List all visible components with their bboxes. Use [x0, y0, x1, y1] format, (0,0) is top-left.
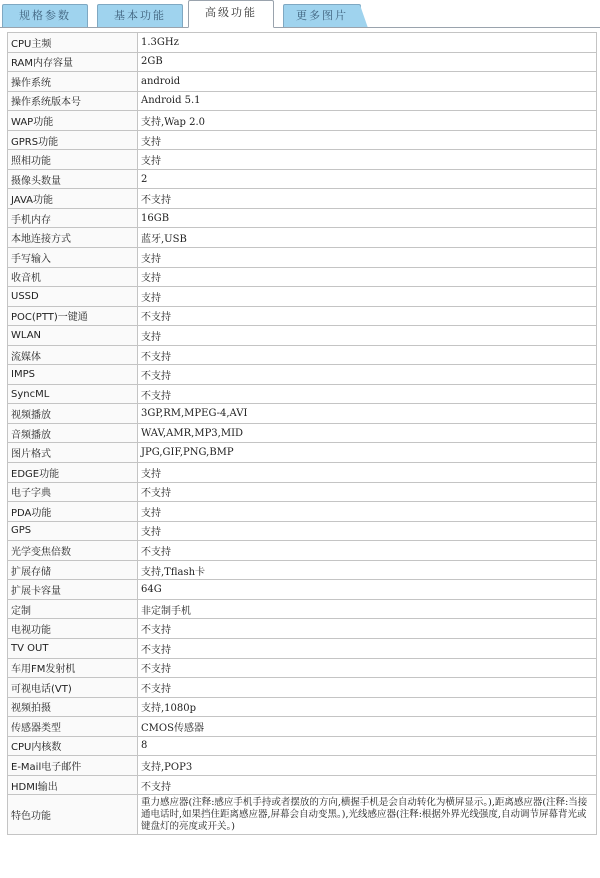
spec-table	[7, 32, 597, 835]
spec-value: 不支持	[138, 658, 597, 678]
spec-value: 支持,1080p	[138, 697, 597, 717]
spec-value: 64G	[138, 580, 597, 600]
table-row	[8, 111, 597, 131]
spec-value: 支持	[138, 287, 597, 307]
table-row	[8, 638, 597, 658]
spec-table-body	[8, 33, 597, 835]
table-row	[8, 697, 597, 717]
table-row	[8, 91, 597, 111]
spec-value: 支持	[138, 463, 597, 483]
table-row	[8, 248, 597, 268]
spec-key: WAP功能	[8, 111, 138, 131]
spec-value: 支持,Wap 2.0	[138, 111, 597, 131]
spec-key: 收音机	[8, 267, 138, 287]
spec-value: 不支持	[138, 306, 597, 326]
table-row	[8, 619, 597, 639]
spec-key: 摄像头数量	[8, 169, 138, 189]
table-row	[8, 599, 597, 619]
tab-label: 基本功能	[114, 9, 166, 22]
spec-key: 视频播放	[8, 404, 138, 424]
spec-value: 不支持	[138, 365, 597, 385]
spec-key: PDA功能	[8, 502, 138, 522]
spec-value: 支持	[138, 326, 597, 346]
spec-key: 可视电话(VT)	[8, 678, 138, 698]
table-row	[8, 521, 597, 541]
spec-key: IMPS	[8, 365, 138, 385]
table-row	[8, 189, 597, 209]
spec-key: 视频拍摄	[8, 697, 138, 717]
spec-key: POC(PTT)一键通	[8, 306, 138, 326]
table-row	[8, 443, 597, 463]
spec-key: 光学变焦倍数	[8, 541, 138, 561]
spec-key: 操作系统	[8, 72, 138, 92]
tab-basic-features[interactable]	[97, 4, 183, 27]
table-row	[8, 560, 597, 580]
table-row	[8, 482, 597, 502]
spec-value: 支持	[138, 130, 597, 150]
spec-key: 定制	[8, 599, 138, 619]
spec-value: 不支持	[138, 541, 597, 561]
spec-value: 蓝牙,USB	[138, 228, 597, 248]
spec-key: CPU内核数	[8, 736, 138, 756]
table-row	[8, 717, 597, 737]
spec-key: 流媒体	[8, 345, 138, 365]
spec-value: 支持	[138, 267, 597, 287]
table-row	[8, 541, 597, 561]
spec-key: 扩展卡容量	[8, 580, 138, 600]
spec-key: 特色功能	[8, 795, 138, 835]
table-row	[8, 287, 597, 307]
spec-key: 照相功能	[8, 150, 138, 170]
table-row	[8, 658, 597, 678]
table-row	[8, 72, 597, 92]
spec-key: EDGE功能	[8, 463, 138, 483]
spec-value: 3GP,RM,MPEG-4,AVI	[138, 404, 597, 424]
table-row	[8, 423, 597, 443]
spec-value: 不支持	[138, 638, 597, 658]
spec-value: 支持,POP3	[138, 756, 597, 776]
table-row	[8, 52, 597, 72]
spec-value: android	[138, 72, 597, 92]
table-row	[8, 33, 597, 53]
tab-bar	[0, 0, 600, 28]
spec-key: 电视功能	[8, 619, 138, 639]
spec-value: 8	[138, 736, 597, 756]
spec-value: 不支持	[138, 189, 597, 209]
spec-value: 支持	[138, 150, 597, 170]
spec-value: 支持,Tflash卡	[138, 560, 597, 580]
spec-key: HDMI输出	[8, 775, 138, 795]
table-row	[8, 130, 597, 150]
spec-key: 操作系统版本号	[8, 91, 138, 111]
spec-key: RAM内存容量	[8, 52, 138, 72]
spec-value: 非定制手机	[138, 599, 597, 619]
tab-notch	[360, 5, 368, 28]
tab-advanced-features[interactable]	[188, 0, 274, 28]
table-row	[8, 267, 597, 287]
table-row	[8, 150, 597, 170]
spec-key: 手写输入	[8, 248, 138, 268]
tab-more-images[interactable]	[283, 4, 361, 27]
spec-key: 车用FM发射机	[8, 658, 138, 678]
spec-key: CPU主频	[8, 33, 138, 53]
table-row	[8, 775, 597, 795]
spec-value: 支持	[138, 502, 597, 522]
spec-key: 本地连接方式	[8, 228, 138, 248]
spec-value: 2	[138, 169, 597, 189]
tab-label: 高级功能	[205, 6, 257, 19]
spec-key: 音频播放	[8, 423, 138, 443]
table-row	[8, 678, 597, 698]
spec-key: GPRS功能	[8, 130, 138, 150]
spec-value: 16GB	[138, 208, 597, 228]
table-row	[8, 365, 597, 385]
spec-key: 电子字典	[8, 482, 138, 502]
spec-value: 重力感应器(注释:感应手机手持或者摆放的方向,横握手机是会自动转化为横屏显示。),距离感应器(注释:当接通电话时,如果挡住距离感应器,屏幕会自动变黑。),光线感应器(注释:根据外界光线强度,自动调节屏幕背光或键盘灯的亮度或开关。)	[138, 795, 597, 835]
tab-specs[interactable]	[2, 4, 88, 27]
spec-value: 支持	[138, 521, 597, 541]
spec-key: GPS	[8, 521, 138, 541]
spec-key: 扩展存储	[8, 560, 138, 580]
spec-value: 2GB	[138, 52, 597, 72]
spec-key: JAVA功能	[8, 189, 138, 209]
table-row	[8, 306, 597, 326]
table-row	[8, 795, 597, 835]
table-row	[8, 736, 597, 756]
spec-key: E-Mail电子邮件	[8, 756, 138, 776]
table-row	[8, 463, 597, 483]
spec-key: WLAN	[8, 326, 138, 346]
table-row	[8, 208, 597, 228]
spec-value: 不支持	[138, 678, 597, 698]
spec-key: 手机内存	[8, 208, 138, 228]
spec-value: WAV,AMR,MP3,MID	[138, 423, 597, 443]
spec-value: 不支持	[138, 619, 597, 639]
tab-label: 更多图片	[296, 9, 348, 22]
spec-value: 支持	[138, 248, 597, 268]
spec-value: 不支持	[138, 384, 597, 404]
table-row	[8, 756, 597, 776]
table-row	[8, 228, 597, 248]
table-row	[8, 384, 597, 404]
spec-key: SyncML	[8, 384, 138, 404]
tab-label: 规格参数	[19, 9, 71, 22]
table-row	[8, 502, 597, 522]
spec-value: 1.3GHz	[138, 33, 597, 53]
spec-key: 传感器类型	[8, 717, 138, 737]
table-row	[8, 326, 597, 346]
spec-value: CMOS传感器	[138, 717, 597, 737]
spec-key: TV OUT	[8, 638, 138, 658]
spec-value: JPG,GIF,PNG,BMP	[138, 443, 597, 463]
spec-value: 不支持	[138, 345, 597, 365]
spec-value: 不支持	[138, 775, 597, 795]
table-row	[8, 580, 597, 600]
spec-key: 图片格式	[8, 443, 138, 463]
table-row	[8, 404, 597, 424]
spec-value: Android 5.1	[138, 91, 597, 111]
table-row	[8, 345, 597, 365]
spec-value: 不支持	[138, 482, 597, 502]
spec-key: USSD	[8, 287, 138, 307]
table-row	[8, 169, 597, 189]
